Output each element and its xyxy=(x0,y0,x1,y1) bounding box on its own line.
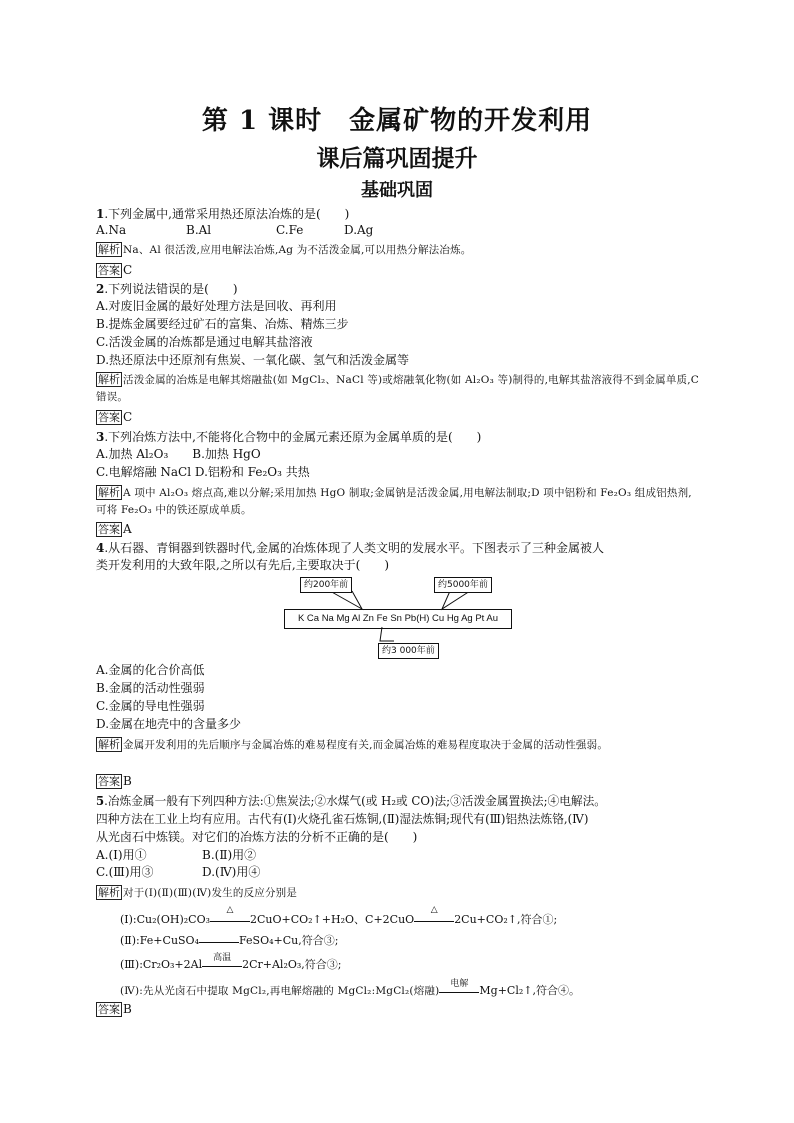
answer-label: 答案 xyxy=(98,264,120,277)
answer-label: 答案 xyxy=(98,1003,120,1016)
option-d: D.热还原法中还原剂有焦炭、一氧化碳、氢气和活泼金属等 xyxy=(96,353,410,367)
option-c: C.金属的导电性强弱 xyxy=(96,699,205,713)
question-5-stem-line3: 从光卤石中炼镁。对它们的冶炼方法的分析不正确的是( ) xyxy=(96,830,418,844)
option-b: B.(Ⅱ)用② xyxy=(202,848,257,862)
question-4-analysis: 解析 金属开发利用的先后顺序与金属冶炼的难易程度有关,而金属冶炼的难易程度取决于金属的活动性强弱。 xyxy=(98,738,609,751)
option-a: A.金属的化合价高低 xyxy=(96,663,205,677)
pointer-right xyxy=(442,591,470,609)
callout-5000-years: 约5000年前 xyxy=(434,577,492,593)
option-b: B.Al xyxy=(186,223,212,237)
question-1-analysis: 解析 Na、Al 很活泼,应用电解法冶炼,Ag 为不活泼金属,可以用热分解法冶炼。 xyxy=(98,243,472,256)
equation-4: (Ⅳ):先从光卤石中提取 MgCl₂,再电解熔融的 MgCl₂:MgCl₂(熔融) 电解 Mg+Cl₂↑,符合④。 xyxy=(120,979,580,997)
reaction-arrow: 电解 xyxy=(439,984,479,996)
activity-series-box: K Ca Na Mg Al Zn Fe Sn Pb(H) Cu Hg Ag Pt Au xyxy=(284,609,512,629)
question-2-analysis: 解析 活泼金属的冶炼是电解其熔融盐(如 MgCl₂、NaCl 等)或熔融氧化物(如 Al₂O₃ 等)制得的,电解其盐溶液得不到金属单质,C 错误。 xyxy=(96,373,700,403)
section-heading: 基础巩固 xyxy=(361,180,433,201)
answer-label: 答案 xyxy=(98,523,120,536)
question-4-stem-line1: 4.从石器、青铜器到铁器时代,金属的冶炼体现了人类文明的发展水平。下图表示了三种金属被人 xyxy=(96,541,604,555)
answer-label: 答案 xyxy=(98,775,120,788)
analysis-label: 解析 xyxy=(98,243,120,256)
question-3-options-row1: A.加热 Al₂O₃ B.加热 HgO xyxy=(96,447,261,461)
option-d: D.Ag xyxy=(344,223,374,237)
analysis-label: 解析 xyxy=(98,486,120,499)
option-a: A.(Ⅰ)用① xyxy=(96,848,147,862)
callout-3000-years: 约3 000年前 xyxy=(378,643,439,659)
page-title: 第 1 课时 金属矿物的开发利用 xyxy=(201,106,593,136)
analysis-label: 解析 xyxy=(98,886,120,899)
option-c: C.活泼金属的冶炼都是通过电解其盐溶液 xyxy=(96,335,313,349)
option-a: A.对废旧金属的最好处理方法是回收、再利用 xyxy=(96,299,337,313)
analysis-label: 解析 xyxy=(98,738,120,751)
question-5-stem-line2: 四种方法在工业上均有应用。古代有(Ⅰ)火烧孔雀石炼铜,(Ⅱ)湿法炼铜;现代有(Ⅲ)铝热法炼铬,(Ⅳ) xyxy=(96,812,589,826)
question-1-answer: 答案 C xyxy=(98,263,133,277)
question-2-stem: 2.下列说法错误的是( ) xyxy=(96,282,238,296)
question-5-answer: 答案 B xyxy=(98,1002,132,1016)
question-5-options-row1 xyxy=(96,847,706,863)
question-5-analysis: 解析 对于(Ⅰ)(Ⅱ)(Ⅲ)(Ⅳ)发生的反应分别是 xyxy=(98,886,298,899)
analysis-label: 解析 xyxy=(98,373,120,386)
reaction-arrow xyxy=(199,934,239,946)
question-3-answer: 答案 A xyxy=(98,522,132,536)
metal-activity-diagram xyxy=(282,571,514,661)
equation-2: (Ⅱ):Fe+CuSO₄ FeSO₄+Cu,符合③; xyxy=(120,934,339,947)
reaction-arrow: 高温 xyxy=(202,958,242,970)
option-d: D.金属在地壳中的含量多少 xyxy=(96,717,242,731)
question-5-stem-line1: 5.冶炼金属一般有下列四种方法:①焦炭法;②水煤气(或 H₂或 CO)法;③活泼金属置换法;④电解法。 xyxy=(96,794,606,808)
equation-1: (Ⅰ):Cu₂(OH)₂CO₃ △ 2CuO+CO₂↑+H₂O、C+2CuO △ 2Cu+CO₂↑,符合①; xyxy=(120,905,558,926)
question-1-stem: 1.下列金属中,通常采用热还原法冶炼的是( ) xyxy=(96,207,350,221)
question-3-options-row2: C.电解熔融 NaCl D.铝粉和 Fe₂O₃ 共热 xyxy=(96,465,310,479)
reaction-arrow: △ xyxy=(414,913,454,925)
page-subtitle: 课后篇巩固提升 xyxy=(316,145,478,172)
pointer-bottom xyxy=(380,627,394,641)
pointer-left xyxy=(330,591,362,609)
question-2-answer: 答案 C xyxy=(98,410,133,424)
question-3-analysis: 解析 A 项中 Al₂O₃ 熔点高,难以分解;采用加热 HgO 制取;金属钠是活泼金属,用电解法制取;D 项中铝粉和 Fe₂O₃ 组成铝热剂,可将 Fe₂O₃ 中的铁还原成单质。 xyxy=(96,486,692,516)
reaction-arrow: △ xyxy=(210,913,250,925)
question-1-options xyxy=(96,222,706,238)
option-d: D.(Ⅳ)用④ xyxy=(202,865,261,879)
question-3-stem: 3.下列冶炼方法中,不能将化合物中的金属元素还原为金属单质的是( ) xyxy=(96,430,482,444)
callout-200-years: 约200年前 xyxy=(300,577,352,593)
question-5-options-row2 xyxy=(96,864,706,880)
question-4-stem-line2: 类开发利用的大致年限,之所以有先后,主要取决于( ) xyxy=(96,558,389,572)
option-b: B.提炼金属要经过矿石的富集、冶炼、精炼三步 xyxy=(96,317,349,331)
question-4-answer: 答案 B xyxy=(98,774,132,788)
answer-label: 答案 xyxy=(98,411,120,424)
option-b: B.金属的活动性强弱 xyxy=(96,681,205,695)
equation-3: (Ⅲ):Cr₂O₃+2Al 高温 2Cr+Al₂O₃,符合③; xyxy=(120,953,342,971)
option-c: C.(Ⅲ)用③ xyxy=(96,865,154,879)
option-c: C.Fe xyxy=(276,223,304,237)
option-a: A.Na xyxy=(96,223,127,237)
